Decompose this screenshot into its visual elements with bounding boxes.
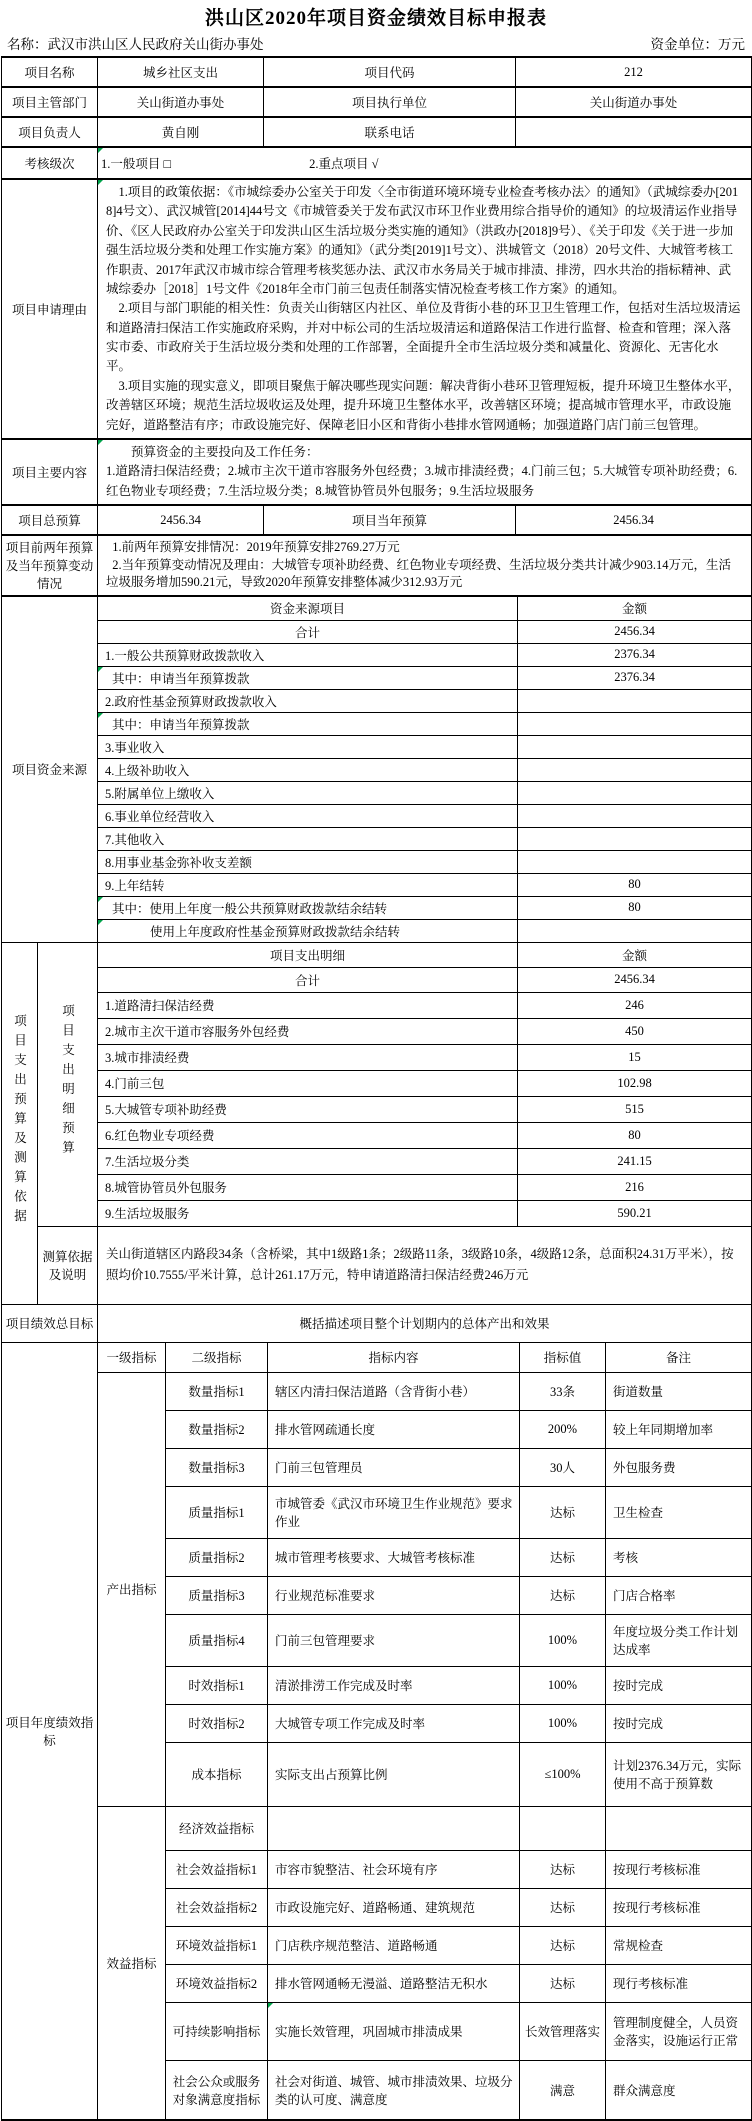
indicator-remark: 外包服务费 [606, 1448, 752, 1486]
funding-amount-cell [518, 689, 752, 712]
indicator-content: 行业规范标准要求 [268, 1576, 520, 1614]
funding-amount-cell [518, 827, 752, 850]
indicator-content: 城市管理考核要求、大城管考核标准 [268, 1538, 520, 1576]
spend-header-amount: 金额 [518, 942, 752, 967]
perf-header-remark: 备注 [606, 1342, 752, 1372]
expenditure-table [1, 942, 752, 1305]
funding-item-cell: 2.政府性基金预算财政拨款收入 [98, 689, 518, 712]
leader-value: 黄自刚 [98, 117, 264, 147]
funding-item-cell: 9.上年结转 [98, 873, 518, 896]
indicator-remark: 年度垃圾分类工作计划达成率 [606, 1614, 752, 1666]
project-code-label: 项目代码 [264, 57, 516, 87]
indicator-remark: 考核 [606, 1538, 752, 1576]
indicator-name: 成本指标 [166, 1742, 268, 1806]
funding-amount-cell [518, 712, 752, 735]
spend-amount-cell: 515 [518, 1096, 752, 1122]
project-code-value: 212 [516, 57, 752, 87]
spend-detail-label [38, 942, 98, 1226]
indicator-remark: 按时完成 [606, 1704, 752, 1742]
funding-amount-cell [518, 804, 752, 827]
indicator-value: 满意 [520, 2060, 606, 2120]
funding-item-cell: 6.事业单位经营收入 [98, 804, 518, 827]
funding-amount-cell [518, 919, 752, 942]
indicator-value [520, 1806, 606, 1850]
annual-perf-label: 项目年度绩效指标 [2, 1342, 98, 2120]
indicator-value: 达标 [520, 1888, 606, 1926]
org-name-line [7, 33, 264, 53]
indicator-value: 达标 [520, 1486, 606, 1538]
indicator-content: 实施长效管理，巩固城市排渍成果 [268, 2002, 520, 2060]
main-content-intro: 预算资金的主要投向及工作任务： [106, 443, 743, 462]
indicator-remark: 按现行考核标准 [606, 1888, 752, 1926]
indicator-remark: 街道数量 [606, 1372, 752, 1410]
spend-section-label [2, 942, 38, 1304]
indicator-name: 社会公众或服务对象满意度指标 [166, 2060, 268, 2120]
funding-amount-cell [518, 781, 752, 804]
indicator-content [268, 1806, 520, 1850]
indicator-remark: 计划2376.34万元，实际使用不高于预算数 [606, 1742, 752, 1806]
project-name-label: 项目名称 [2, 57, 98, 87]
indicator-value: ≤100% [520, 1742, 606, 1806]
spend-item-cell: 3.城市排渍经费 [98, 1044, 518, 1070]
main-content-items: 1.道路清扫保洁经费；2.城市主次干道市容服务外包经费；3.城市排渍经费；4.门前三包；5.大城管专项补助经费；6.红色物业专项经费；7.生活垃圾分类；8.城管协管员外包服务；9.生活垃圾服务 [106, 462, 743, 501]
benefit-indicator-group-label: 效益指标 [98, 1806, 166, 2120]
indicator-name: 质量指标4 [166, 1614, 268, 1666]
phone-value [516, 117, 752, 147]
indicator-value: 33条 [520, 1372, 606, 1410]
indicator-name: 质量指标2 [166, 1538, 268, 1576]
indicator-remark: 管理制度健全，人员资金落实，设施运行正常 [606, 2002, 752, 2060]
fund-unit-note: 资金单位：万元 [651, 33, 746, 53]
indicator-name: 数量指标2 [166, 1410, 268, 1448]
leader-label: 项目负责人 [2, 117, 98, 147]
indicator-remark: 门店合格率 [606, 1576, 752, 1614]
spend-section-label-text: 项目支出预算及测算依据 [11, 1014, 29, 1229]
perf-header-level2: 二级指标 [166, 1342, 268, 1372]
indicator-name: 环境效益指标1 [166, 1926, 268, 1964]
perf-header-content: 指标内容 [268, 1342, 520, 1372]
perf-header-level1: 一级指标 [98, 1342, 166, 1372]
indicator-remark: 群众满意度 [606, 2060, 752, 2120]
funding-amount-cell [518, 850, 752, 873]
spend-amount-cell: 216 [518, 1174, 752, 1200]
indicator-value: 100% [520, 1666, 606, 1704]
funding-item-cell: 7.其他收入 [98, 827, 518, 850]
funding-total-label: 合计 [98, 620, 518, 643]
funding-amount-cell: 80 [518, 873, 752, 896]
indicator-content: 市城管委《武汉市环境卫生作业规范》要求作业 [268, 1486, 520, 1538]
indicator-name: 质量指标3 [166, 1576, 268, 1614]
indicator-value: 长效管理落实 [520, 2002, 606, 2060]
indicator-value: 100% [520, 1614, 606, 1666]
prev-budget-line2: 2.当年预算变动情况及理由：大城管专项补助经费、红色物业专项经费、生活垃圾分类共计减少903.14万元，生活垃圾服务增加590.21元，导致2020年预算安排整体减少312.93万元 [106, 557, 743, 592]
indicator-content: 门前三包管理员 [268, 1448, 520, 1486]
indicator-name: 经济效益指标 [166, 1806, 268, 1850]
prev-budget-text [98, 535, 752, 596]
indicator-content: 门店秩序规范整洁、道路畅通 [268, 1926, 520, 1964]
grade-option-general: 1.一般项目 □ [101, 154, 306, 172]
overall-goal-label: 项目绩效总目标 [2, 1304, 98, 1342]
overall-goal-text: 概括描述项目整个计划期内的总体产出和效果 [98, 1304, 752, 1342]
main-content-label: 项目主要内容 [2, 439, 98, 505]
indicator-content: 市政设施完好、道路畅通、建筑规范 [268, 1888, 520, 1926]
funding-item-cell: 5.附属单位上缴收入 [98, 781, 518, 804]
funding-amount-cell: 80 [518, 896, 752, 919]
spend-amount-cell: 450 [518, 1018, 752, 1044]
indicator-remark: 现行考核标准 [606, 1964, 752, 2002]
indicator-name: 可持续影响指标 [166, 2002, 268, 2060]
indicator-content: 大城管专项工作完成及时率 [268, 1704, 520, 1742]
prev-budget-line1: 1.前两年预算安排情况：2019年预算安排2769.27万元 [106, 539, 743, 557]
funding-header-item: 资金来源项目 [98, 596, 518, 620]
indicator-name: 社会效益指标2 [166, 1888, 268, 1926]
spend-total-label: 合计 [98, 967, 518, 992]
indicator-value: 30人 [520, 1448, 606, 1486]
grade-option-key: 2.重点项目 √ [309, 157, 378, 171]
spend-item-cell: 6.红色物业专项经费 [98, 1122, 518, 1148]
prev-budget-label: 项目前两年预算及当年预算变动情况 [2, 535, 98, 596]
indicator-content: 实际支出占预算比例 [268, 1742, 520, 1806]
indicator-content: 市容市貌整洁、社会环境有序 [268, 1850, 520, 1888]
spend-item-cell: 4.门前三包 [98, 1070, 518, 1096]
funding-item-cell: 8.用事业基金弥补收支差额 [98, 850, 518, 873]
spend-item-cell: 8.城管协管员外包服务 [98, 1174, 518, 1200]
spend-amount-cell: 590.21 [518, 1200, 752, 1226]
spend-total-amount: 2456.34 [518, 967, 752, 992]
indicator-content: 排水管网疏通长度 [268, 1410, 520, 1448]
spend-amount-cell: 246 [518, 992, 752, 1018]
basis-text: 关山街道辖区内路段34条（含桥梁，其中1级路1条；2级路11条，3级路10条，4级路12条，总面积24.31万平米），按照均价10.7555/平米计算，总计261.17万元，特申请道路清扫保洁经费246万元 [98, 1226, 752, 1304]
indicator-name: 社会效益指标1 [166, 1850, 268, 1888]
reason-paragraph-3: 3.项目实施的现实意义，即项目聚焦于解决哪些现实问题：解决背街小巷环卫管理短板，提升环境卫生整体水平，改善辖区环境；规范生活垃圾收运及处理，提升环境卫生整体水平，改善辖区环境；提高城市管理水平，市政设施完好，道路整洁有序；市政设施完好、保障老旧小区和背街小巷排水管网通畅；加强道路门店门前三包管理。 [106, 377, 743, 435]
funding-total-amount: 2456.34 [518, 620, 752, 643]
total-budget-label: 项目总预算 [2, 505, 98, 535]
indicator-name: 数量指标1 [166, 1372, 268, 1410]
spend-item-cell: 2.城市主次干道市容服务外包经费 [98, 1018, 518, 1044]
overall-goal-table [1, 1304, 752, 1343]
exec-unit-label: 项目执行单位 [264, 87, 516, 117]
basis-label: 测算依据及说明 [38, 1226, 98, 1304]
year-budget-label: 项目当年预算 [264, 505, 516, 535]
spend-amount-cell: 15 [518, 1044, 752, 1070]
indicator-content: 辖区内清扫保洁道路（含背街小巷） [268, 1372, 520, 1410]
funding-item-cell: 使用上年度政府性基金预算财政拨款结余结转 [98, 919, 518, 942]
spend-header-item: 项目支出明细 [98, 942, 518, 967]
funding-amount-cell: 2376.34 [518, 666, 752, 689]
page-title: 洪山区2020年项目资金绩效目标申报表 [1, 0, 751, 29]
indicator-value: 达标 [520, 1538, 606, 1576]
funding-header-amount: 金额 [518, 596, 752, 620]
org-name-value: 武汉市洪山区人民政府关山街办事处 [48, 37, 264, 52]
spend-detail-label-text: 项目支出明细预算 [59, 1004, 77, 1160]
indicator-remark: 按现行考核标准 [606, 1850, 752, 1888]
indicator-value: 200% [520, 1410, 606, 1448]
spend-item-cell: 1.道路清扫保洁经费 [98, 992, 518, 1018]
indicator-name: 环境效益指标2 [166, 1964, 268, 2002]
indicator-remark: 按时完成 [606, 1666, 752, 1704]
funding-amount-cell: 2376.34 [518, 643, 752, 666]
indicator-value: 100% [520, 1704, 606, 1742]
performance-indicator-table [1, 1342, 752, 2121]
output-indicator-group-label: 产出指标 [98, 1372, 166, 1806]
indicator-remark: 较上年同期增加率 [606, 1410, 752, 1448]
spend-amount-cell: 80 [518, 1122, 752, 1148]
total-budget-value: 2456.34 [98, 505, 264, 535]
phone-label: 联系电话 [264, 117, 516, 147]
report-page [1, 0, 751, 2121]
spend-item-cell: 5.大城管专项补助经费 [98, 1096, 518, 1122]
project-name-value: 城乡社区支出 [98, 57, 264, 87]
funding-item-cell: 其中：申请当年预算拨款 [98, 666, 518, 689]
indicator-content: 排水管网通畅无漫溢、道路整洁无积水 [268, 1964, 520, 2002]
spend-amount-cell: 241.15 [518, 1148, 752, 1174]
indicator-name: 数量指标3 [166, 1448, 268, 1486]
indicator-remark: 常规检查 [606, 1926, 752, 1964]
indicator-content: 门前三包管理要求 [268, 1614, 520, 1666]
indicator-remark: 卫生检查 [606, 1486, 752, 1538]
funding-item-cell: 4.上级补助收入 [98, 758, 518, 781]
indicator-value: 达标 [520, 1926, 606, 1964]
spend-item-cell: 9.生活垃圾服务 [98, 1200, 518, 1226]
report-subheader [1, 29, 751, 56]
reason-paragraph-2: 2.项目与部门职能的相关性：负责关山街辖区内社区、单位及背街小巷的环卫卫生管理工作，包括对生活垃圾清运和道路清扫保洁工作实施政府采购，并对中标公司的生活垃圾清运和道路保洁工作进行监督、检查和管理；深入落实市委、市政府关于生活垃圾分类和处理的工作部署，全面提升全市生活垃圾分类和减量化、资源化、无害化水平。 [106, 299, 743, 377]
indicator-name: 质量指标1 [166, 1486, 268, 1538]
indicator-value: 达标 [520, 1964, 606, 2002]
dept-label: 项目主管部门 [2, 87, 98, 117]
indicator-content: 清淤排涝工作完成及时率 [268, 1666, 520, 1704]
indicator-name: 时效指标2 [166, 1704, 268, 1742]
funding-item-cell: 1.一般公共预算财政拨款收入 [98, 643, 518, 666]
funding-section-label: 项目资金来源 [2, 596, 98, 942]
reason-paragraph-1: 1.项目的政策依据：《市城综委办公室关于印发〈全市街道环境环境专业检查考核办法〉的通知》（武城综委办[2018]4号文）、武汉城管[2014]44号文《市城管委关于发布武汉市环卫作业费用综合指导价的通知》的垃圾清运作业指导价、《区人民政府办公室关于印发洪山区生活垃圾分类实施的通知》（洪政办[2018]9号）、《关于印发《关于进一步加强生活垃圾分类和处理工作实施方案》的通知》（武分类[2019]1号文）、洪城管文（2018）20号文件、大城管考核工作职责、2017年武汉市城市综合管理考核奖惩办法、武汉市水务局关于城市排渍、排涝，四水共治的指标精神、武城综委办［2018］1号文件《2018年全市门前三包责任制落实情况检查考核工作方案》的通知。 [106, 183, 743, 299]
funding-item-cell: 其中：申请当年预算拨款 [98, 712, 518, 735]
indicator-content: 社会对街道、城管、城市排渍效果、垃圾分类的认可度、满意度 [268, 2060, 520, 2120]
dept-value: 关山街道办事处 [98, 87, 264, 117]
perf-header-value: 指标值 [520, 1342, 606, 1372]
project-info-table [1, 56, 752, 597]
apply-reason-text [98, 179, 752, 439]
year-budget-value: 2456.34 [516, 505, 752, 535]
org-name-label: 名称： [7, 37, 48, 52]
grade-label: 考核级次 [2, 147, 98, 179]
apply-reason-label: 项目申请理由 [2, 179, 98, 439]
indicator-value: 达标 [520, 1850, 606, 1888]
spend-amount-cell: 102.98 [518, 1070, 752, 1096]
main-content-text [98, 439, 752, 505]
funding-item-cell: 其中：使用上年度一般公共预算财政拨款结余结转 [98, 896, 518, 919]
grade-options [98, 147, 752, 179]
funding-amount-cell [518, 735, 752, 758]
spend-item-cell: 7.生活垃圾分类 [98, 1148, 518, 1174]
indicator-remark [606, 1806, 752, 1850]
indicator-value: 达标 [520, 1576, 606, 1614]
exec-unit-value: 关山街道办事处 [516, 87, 752, 117]
funding-source-table [1, 596, 752, 943]
indicator-name: 时效指标1 [166, 1666, 268, 1704]
funding-item-cell: 3.事业收入 [98, 735, 518, 758]
funding-amount-cell [518, 758, 752, 781]
